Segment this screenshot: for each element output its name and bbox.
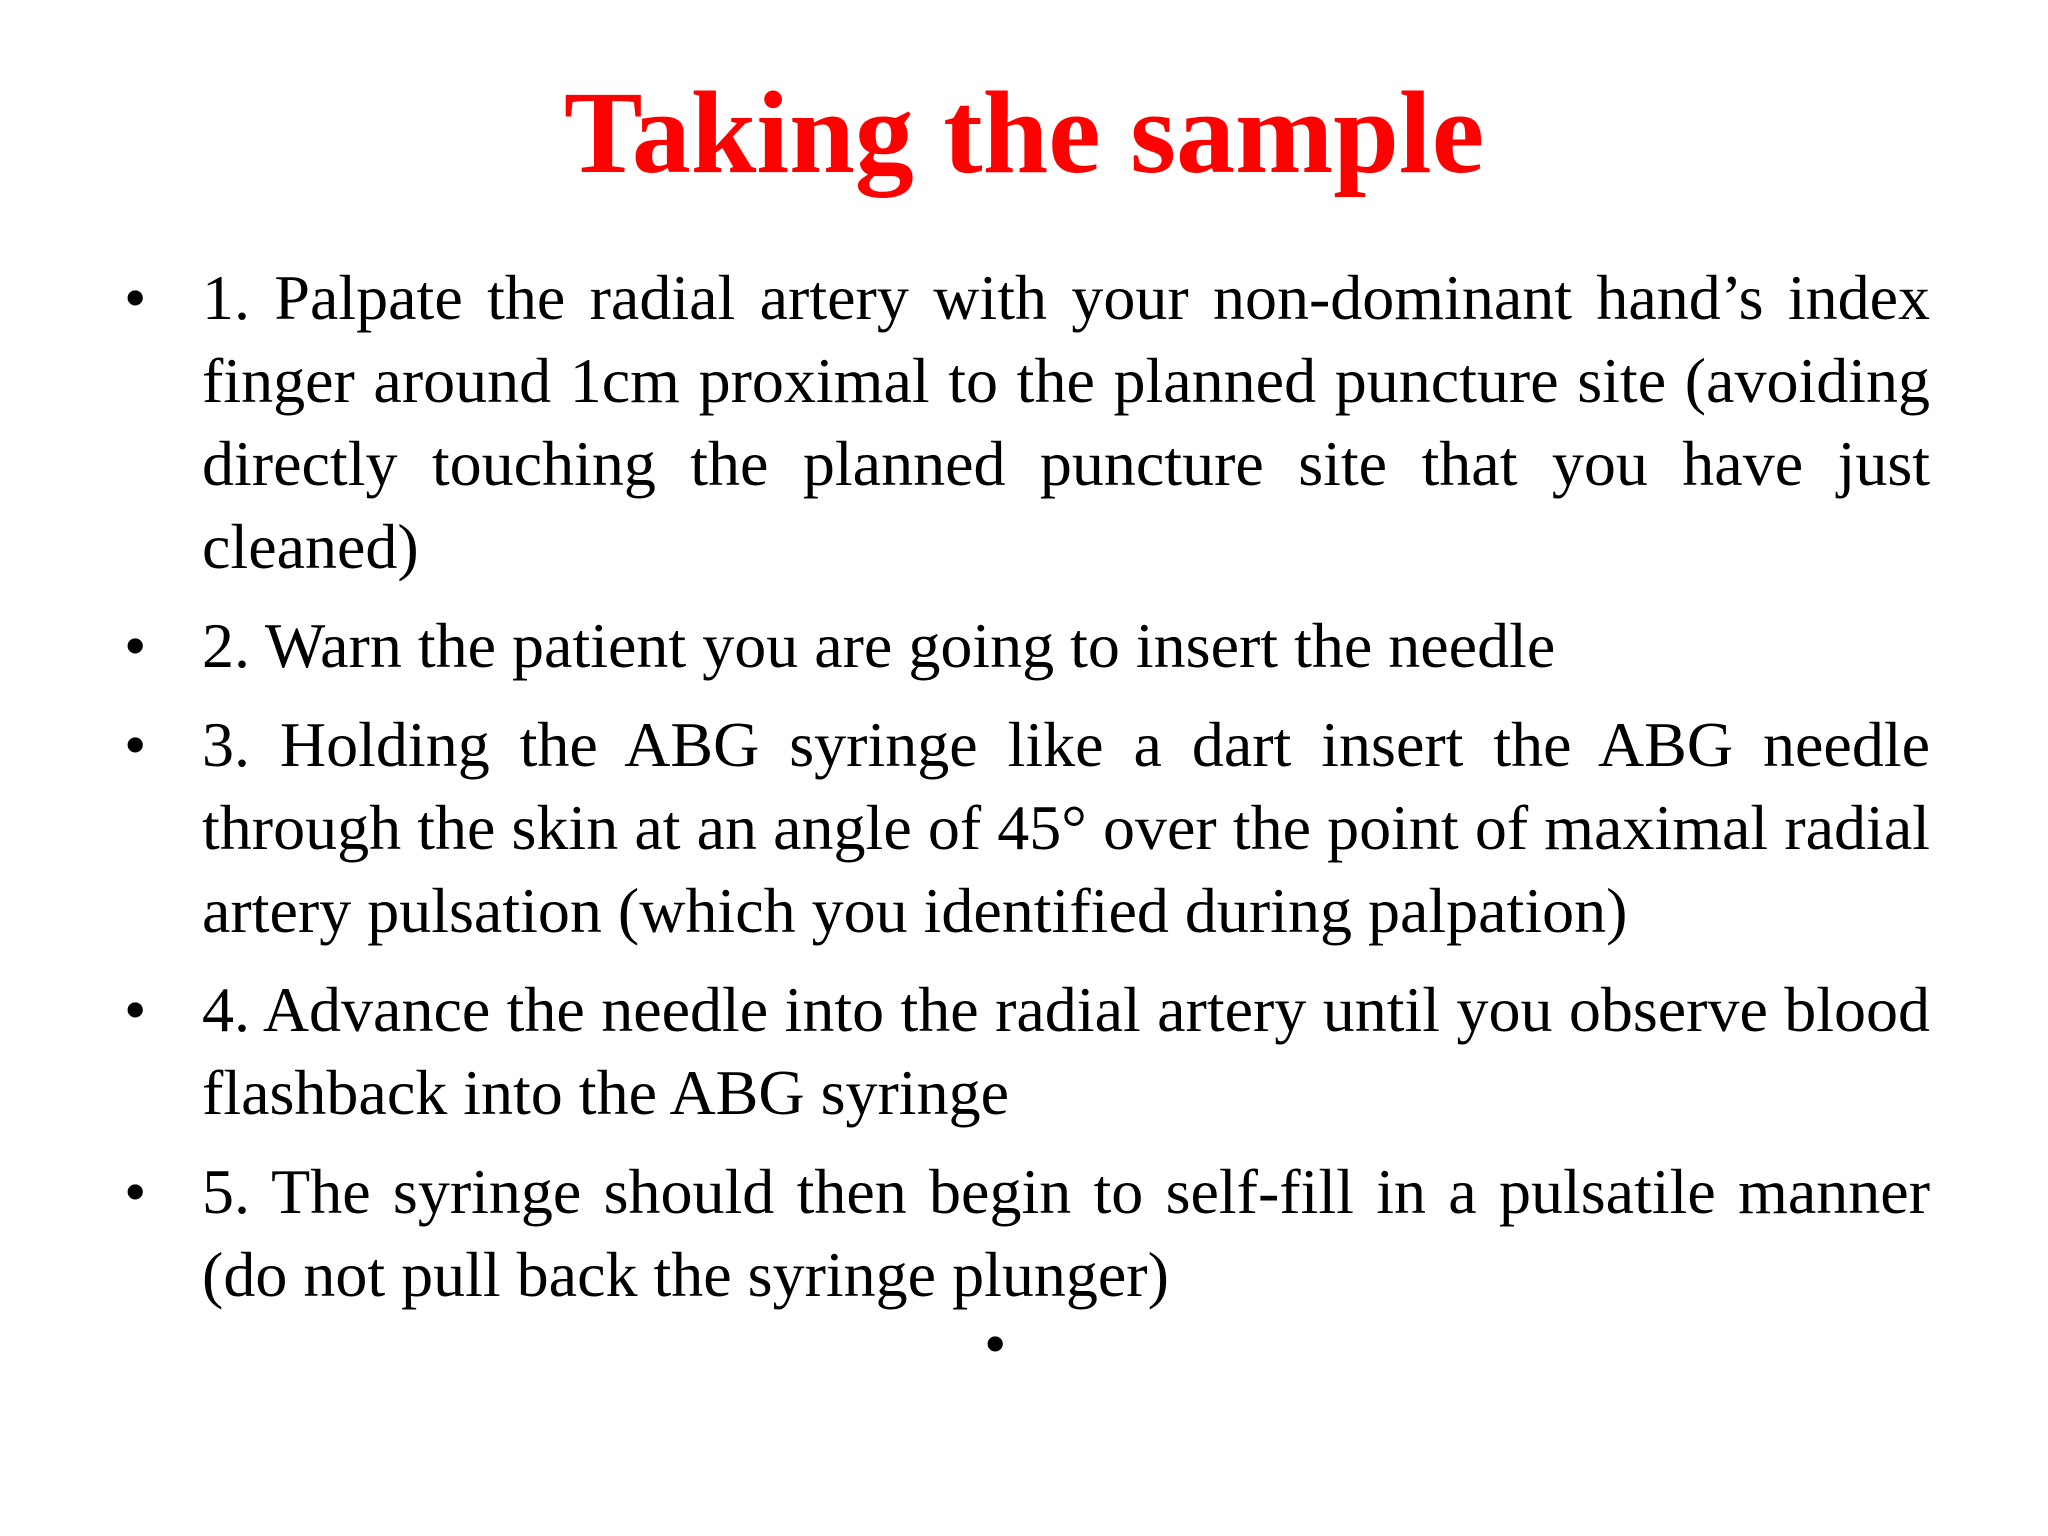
bullet-text: 5. The syringe should then begin to self-fill in a pulsatile manner (do not pull back the syringe plunger) (202, 1156, 1930, 1310)
bullet-text: 4. Advance the needle into the radial artery until you observe blood flashback into the ABG syringe (202, 974, 1930, 1128)
bullet-icon: • (124, 1156, 147, 1227)
list-item (124, 604, 1930, 687)
bullet-icon: • (124, 610, 147, 681)
list-item (124, 703, 1930, 952)
list-item (124, 1150, 1930, 1316)
bullet-icon: • (124, 709, 147, 780)
list-item (124, 256, 1930, 588)
slide-title: Taking the sample (563, 67, 1485, 198)
list-item (124, 968, 1930, 1134)
empty-bullet-icon: • (984, 1308, 1007, 1379)
bullet-icon: • (124, 974, 147, 1045)
bullet-list (124, 256, 1930, 1332)
bullet-text: 1. Palpate the radial artery with your non-dominant hand’s index finger around 1cm proximal to the planned puncture site (avoiding directly touching the planned puncture site that you have just cleaned) (202, 262, 1930, 582)
bullet-icon: • (124, 262, 147, 333)
bullet-text: 2. Warn the patient you are going to insert the needle (202, 610, 1556, 681)
bullet-text: 3. Holding the ABG syringe like a dart insert the ABG needle through the skin at an angle of 45° over the point of maximal radial artery pulsation (which you identified during palpation) (202, 709, 1930, 946)
